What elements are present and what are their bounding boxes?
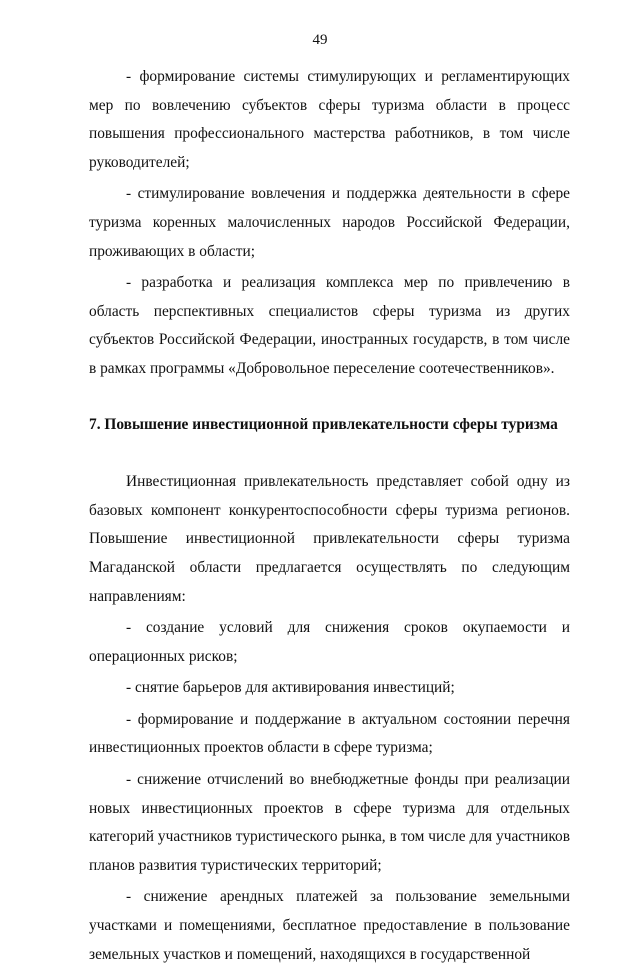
page-body xyxy=(89,63,570,972)
intro-paragraph: Инвестиционная привлекательность представляет собой одну из базовых компонент конкурентоспособности сферы туризма регионов. Повышение инвестиционной привлекательности сферы туризма Магаданской области предлагается осуществлять по следующим направлениям: xyxy=(89,473,570,605)
bullet-2: - снятие барьеров для активирования инвестиций; xyxy=(126,679,455,697)
bullet-1: - создание условий для снижения сроков окупаемости и операционных рисков; xyxy=(89,619,570,665)
page-number: 49 xyxy=(312,32,328,48)
paragraph-2: - стимулирование вовлечения и поддержка деятельности в сфере туризма коренных малочисленных народов Российской Федерации, проживающих в области; xyxy=(89,185,570,260)
bullet-4: - снижение отчислений во внебюджетные фонды при реализации новых инвестиционных проектов в сфере туризма для отдельных категорий участников туристического рынка, в том числе для участников планов развития туристических территорий; xyxy=(89,771,570,874)
paragraph-3: - разработка и реализация комплекса мер по привлечению в область перспективных специалистов сферы туризма из других субъектов Российской Федерации, иностранных государств, в том числе в рамках программы «Добровольное переселение соотечественников». xyxy=(89,274,570,377)
bullet-3: - формирование и поддержание в актуальном состоянии перечня инвестиционных проектов области в сфере туризма; xyxy=(89,710,570,757)
section-heading: 7. Повышение инвестиционной привлекательности сферы туризма xyxy=(89,415,558,433)
paragraph-1: - формирование системы стимулирующих и регламентирующих мер по вовлечению субъектов сферы туризма области в процесс повышения профессионального мастерства работников, в том числе руководителей; xyxy=(89,68,570,171)
bullet-5: - снижение арендных платежей за пользование земельными участками и помещениями, бесплатное предоставление в пользование земельных участков и помещений, находящихся в государственной xyxy=(89,888,570,963)
